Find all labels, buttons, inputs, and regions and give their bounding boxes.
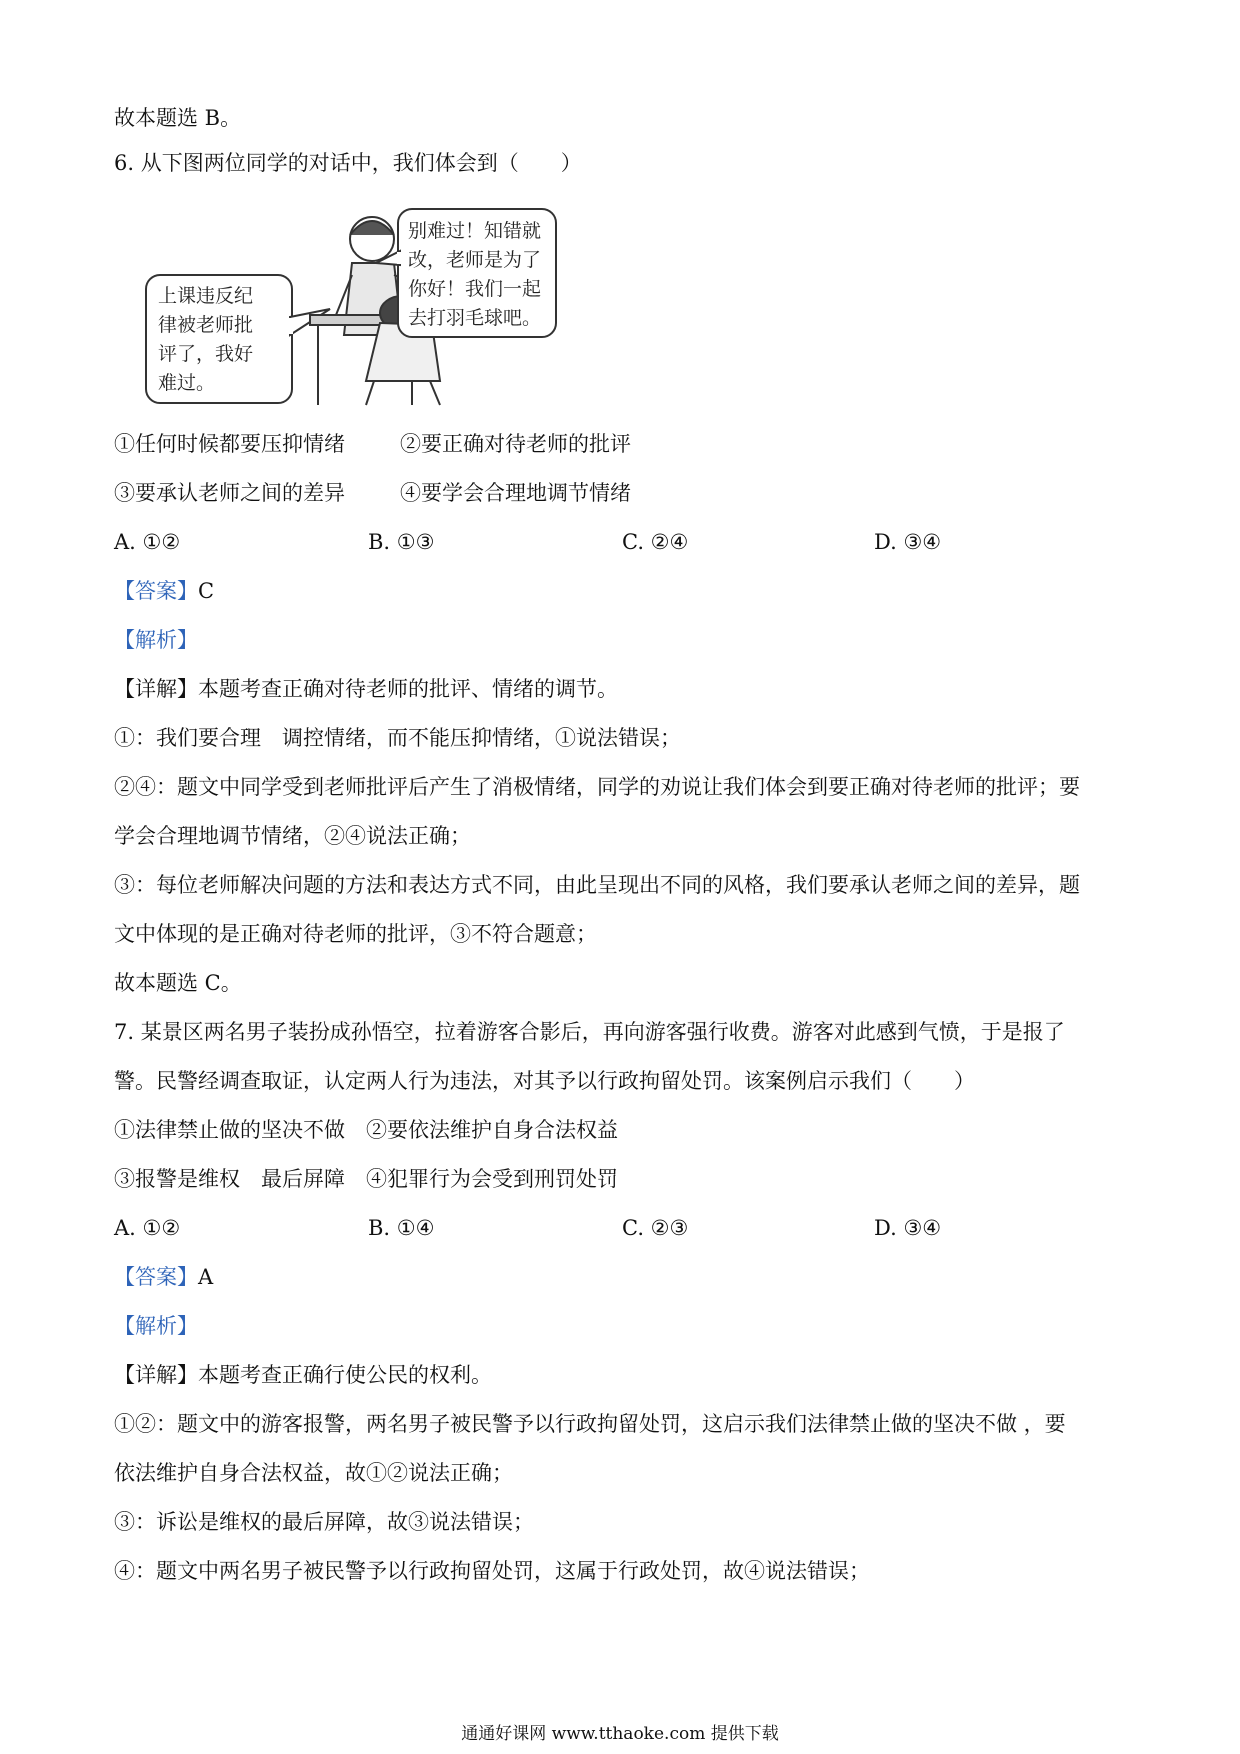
q6-option-d: D. ③④: [874, 530, 942, 554]
q6-option-c: C. ②④: [622, 530, 689, 554]
q7-stem-line-2: 警。民警经调查取证，认定两人行为违法，对其予以行政拘留处罚。该案例启示我们（ ）: [114, 1069, 975, 1093]
left-bubble-line-1: 上课违反纪: [158, 285, 254, 307]
q7-statements-row-2: ③报警是维权 最后屏障 ④犯罪行为会受到刑罚处罚: [114, 1167, 618, 1191]
q7-detail-label: 【详解】: [114, 1363, 198, 1387]
right-speech-bubble: [376, 209, 556, 337]
q7-explanation-line: ③：诉讼是维权的最后屏障，故③说法错误；: [114, 1510, 534, 1534]
left-speech-bubble: [146, 275, 330, 403]
q6-explanation-line: 文中体现的是正确对待老师的批评，③不符合题意；: [114, 922, 597, 946]
q6-detail-label: 【详解】: [114, 677, 198, 701]
q7-analysis-label: 【解析】: [114, 1314, 198, 1338]
q6-option-b: B. ①③: [368, 530, 435, 554]
q6-answer-label: 【答案】: [114, 579, 198, 603]
q6-detail: [114, 675, 618, 703]
q6-analysis-label: 【解析】: [114, 628, 198, 652]
q7-explanation-line: ①②：题文中的游客报警，两名男子被民警予以行政拘留处罚，这启示我们法律禁止做的坚决不做 ，要: [114, 1412, 1066, 1436]
q7-option-d: D. ③④: [874, 1216, 942, 1240]
q6-statement-1: ①任何时候都要压抑情绪: [114, 432, 345, 456]
q7-explanation-line: ④：题文中两名男子被民警予以行政拘留处罚，这属于行政处罚，故④说法错误；: [114, 1559, 870, 1583]
q7-answer-label: 【答案】: [114, 1265, 198, 1289]
q7-stem-line-1: 7. 某景区两名男子装扮成孙悟空，拉着游客合影后，再向游客强行收费。游客对此感到气愤，于是报了: [114, 1020, 1065, 1044]
q7-explanation-line: 依法维护自身合法权益，故①②说法正确；: [114, 1461, 513, 1485]
q6-explanation-line: ②④：题文中同学受到老师批评后产生了消极情绪，同学的劝说让我们体会到要正确对待老师的批评；要: [114, 775, 1080, 799]
page-footer: 通通好课网 www.tthaoke.com 提供下载: [461, 1724, 779, 1744]
q7-answer-value: A: [198, 1265, 214, 1289]
q6-explanation-line: ①：我们要合理 调控情绪，而不能压抑情绪，①说法错误；: [114, 726, 681, 750]
q6-statement-2: ②要正确对待老师的批评: [400, 432, 631, 456]
left-bubble-line-3: 评了，我好: [158, 343, 254, 365]
q6-explanation-line: 学会合理地调节情绪，②④说法正确；: [114, 824, 471, 848]
q7-statements-row-1: ①法律禁止做的坚决不做 ②要依法维护自身合法权益: [114, 1118, 618, 1142]
q6-answer-value: C: [198, 579, 215, 603]
right-bubble-line-3: 你好！我们一起: [408, 278, 542, 300]
q6-conclusion: 故本题选 C。: [114, 971, 242, 995]
q6-answer: [114, 577, 214, 605]
q7-option-b: B. ①④: [368, 1216, 435, 1240]
q6-detail-text: 本题考查正确对待老师的批评、情绪的调节。: [198, 677, 618, 701]
q7-detail-text: 本题考查正确行使公民的权利。: [198, 1363, 492, 1387]
left-bubble-line-2: 律被老师批: [158, 314, 254, 336]
left-bubble-line-4: 难过。: [158, 372, 216, 394]
q7-option-a: A. ①②: [114, 1216, 181, 1240]
q6-stem: 6. 从下图两位同学的对话中，我们体会到（ ）: [114, 151, 582, 175]
right-bubble-line-1: 别难过！知错就: [408, 220, 542, 242]
q6-statement-3: ③要承认老师之间的差异: [114, 481, 345, 505]
right-bubble-line-2: 改，老师是为了: [408, 249, 542, 271]
q7-answer: [114, 1263, 213, 1291]
previous-answer-conclusion: 故本题选 B。: [114, 106, 242, 130]
q6-explanation-line: ③：每位老师解决问题的方法和表达方式不同，由此呈现出不同的风格，我们要承认老师之间的差异，题: [114, 873, 1080, 897]
q7-detail: [114, 1361, 492, 1389]
q6-statement-4: ④要学会合理地调节情绪: [400, 481, 631, 505]
right-bubble-line-4: 去打羽毛球吧。: [408, 307, 542, 329]
q7-option-c: C. ②③: [622, 1216, 689, 1240]
q6-illustration: [140, 205, 630, 415]
q6-option-a: A. ①②: [114, 530, 181, 554]
